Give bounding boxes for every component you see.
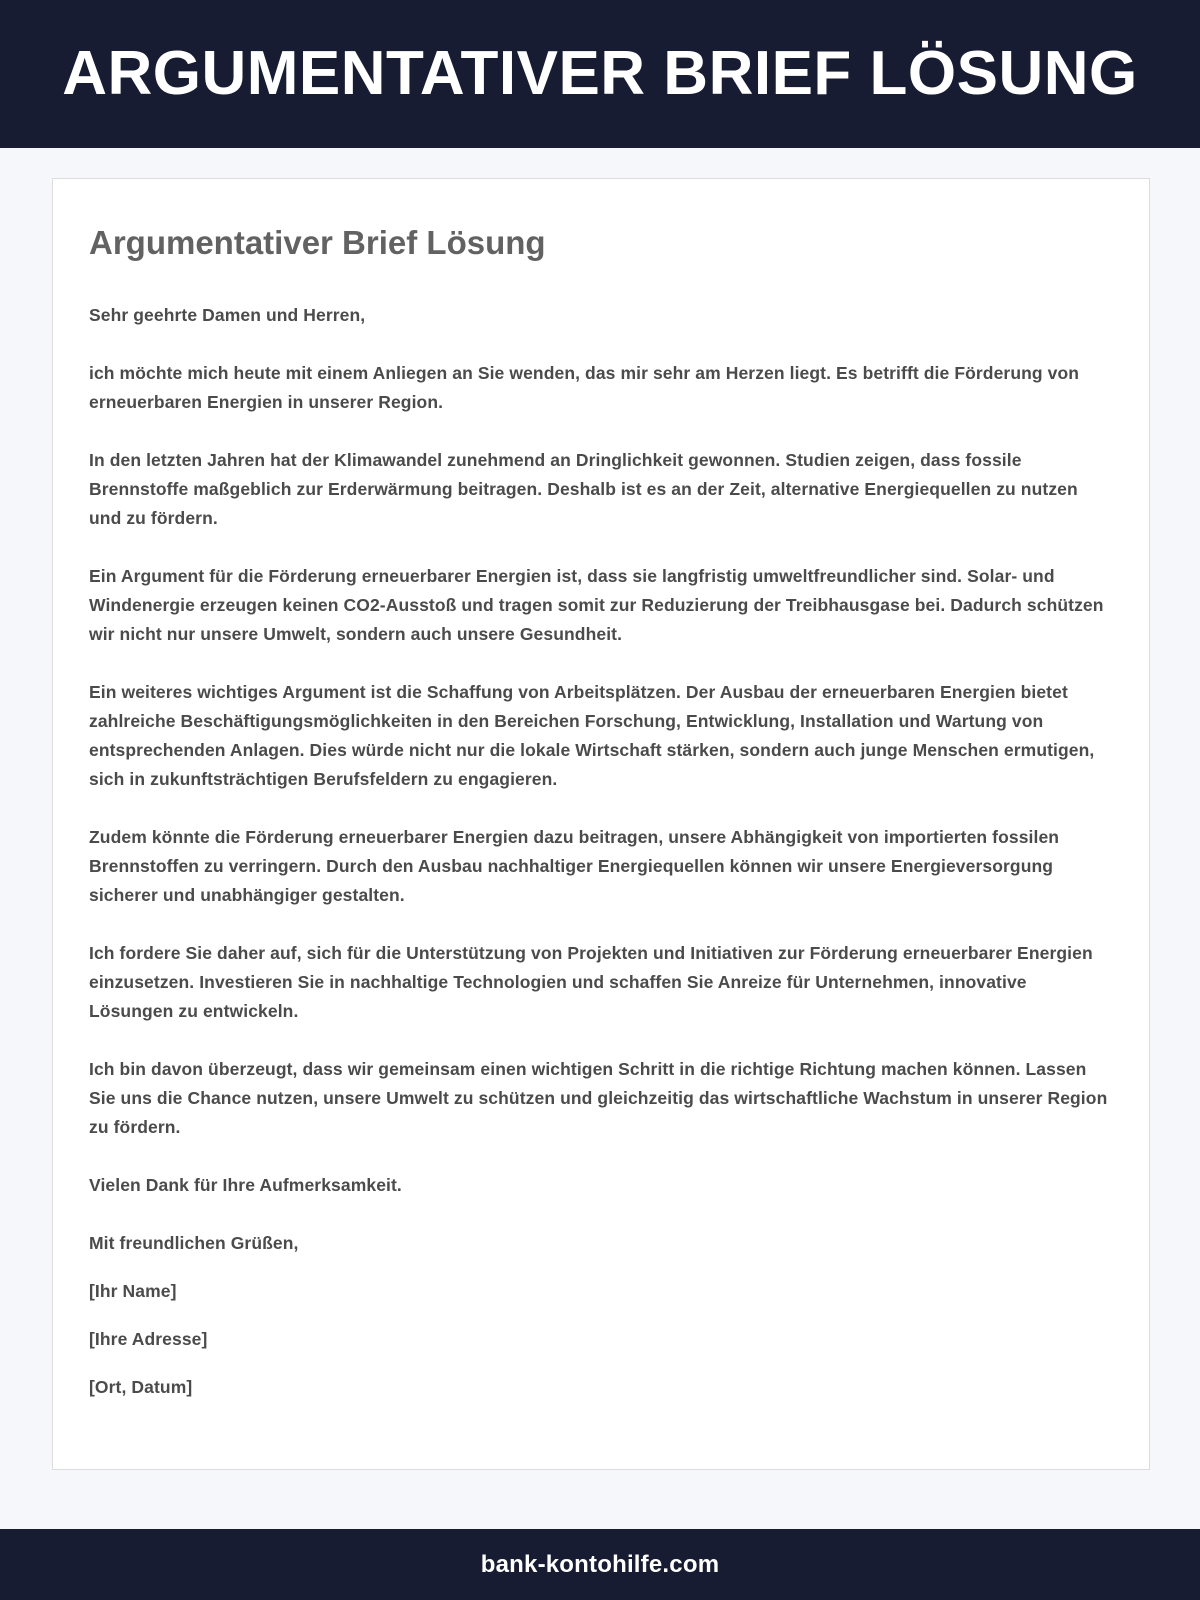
top-banner xyxy=(0,0,1200,148)
letter-salutation: Sehr geehrte Damen und Herren, xyxy=(89,304,366,325)
page-content-area xyxy=(0,148,1200,1529)
letter-body xyxy=(89,301,1113,1402)
letter-paragraph: Ich fordere Sie daher auf, sich für die Unterstützung von Projekten und Initiativen zur Förderung erneuerbarer Energien einzusetzen. Investieren Sie in nachhaltige Technologien und schaffen Sie Anreize für Unternehmen, innovative Lösungen zu entwickeln. xyxy=(89,942,1093,1021)
letter-paragraph: In den letzten Jahren hat der Klimawandel zunehmend an Dringlichkeit gewonnen. Studien zeigen, dass fossile Brennstoffe maßgeblich zur Erderwärmung beitragen. Deshalb ist es an der Zeit, alternative Energiequellen zu nutzen und zu fördern. xyxy=(89,449,1078,528)
placeholder-name: [Ihr Name] xyxy=(89,1280,177,1301)
letter-paragraph: Ein Argument für die Förderung erneuerbarer Energien ist, dass sie langfristig umweltfreundlicher sind. Solar- und Windenergie erzeugen keinen CO2-Ausstoß und tragen somit zur Reduzierung der Treibhausgase bei. Dadurch schützen wir nicht nur unsere Umwelt, sondern auch unsere Gesundheit. xyxy=(89,565,1104,644)
footer-site-name: bank-kontohilfe.com xyxy=(480,1550,720,1578)
banner-title: ARGUMENTATIVER BRIEF LÖSUNG xyxy=(62,39,1138,109)
letter-paragraph: ich möchte mich heute mit einem Anliegen an Sie wenden, das mir sehr am Herzen liegt. Es betrifft die Förderung von erneuerbaren Energien in unserer Region. xyxy=(89,362,1080,412)
letter-thanks: Vielen Dank für Ihre Aufmerksamkeit. xyxy=(89,1174,402,1195)
letter-paragraph: Ich bin davon überzeugt, dass wir gemeinsam einen wichtigen Schritt in die richtige Richtung machen können. Lassen Sie uns die Chance nutzen, unsere Umwelt zu schützen und gleichzeitig das wirtschaftliche Wachstum in unserer Region zu fördern. xyxy=(89,1058,1108,1137)
footer-banner xyxy=(0,1529,1200,1600)
letter-paragraph: Ein weiteres wichtiges Argument ist die Schaffung von Arbeitsplätzen. Der Ausbau der erneuerbaren Energien bietet zahlreiche Beschäftigungsmöglichkeiten in den Bereichen Forschung, Entwicklung, Installation und Wartung von entsprechenden Anlagen. Dies würde nicht nur die lokale Wirtschaft stärken, sondern auch junge Menschen ermutigen, sich in zukunftsträchtigen Berufsfeldern zu engagieren. xyxy=(89,681,1095,789)
letter-closing: Mit freundlichen Grüßen, xyxy=(89,1232,299,1253)
placeholder-address: [Ihre Adresse] xyxy=(89,1328,208,1349)
document-title: Argumentativer Brief Lösung xyxy=(89,224,546,261)
document-card xyxy=(52,178,1150,1470)
letter-paragraph: Zudem könnte die Förderung erneuerbarer Energien dazu beitragen, unsere Abhängigkeit von importierten fossilen Brennstoffen zu verringern. Durch den Ausbau nachhaltiger Energiequellen können wir unsere Energieversorgung sicherer und unabhängiger gestalten. xyxy=(89,826,1060,905)
placeholder-place-date: [Ort, Datum] xyxy=(89,1376,193,1397)
